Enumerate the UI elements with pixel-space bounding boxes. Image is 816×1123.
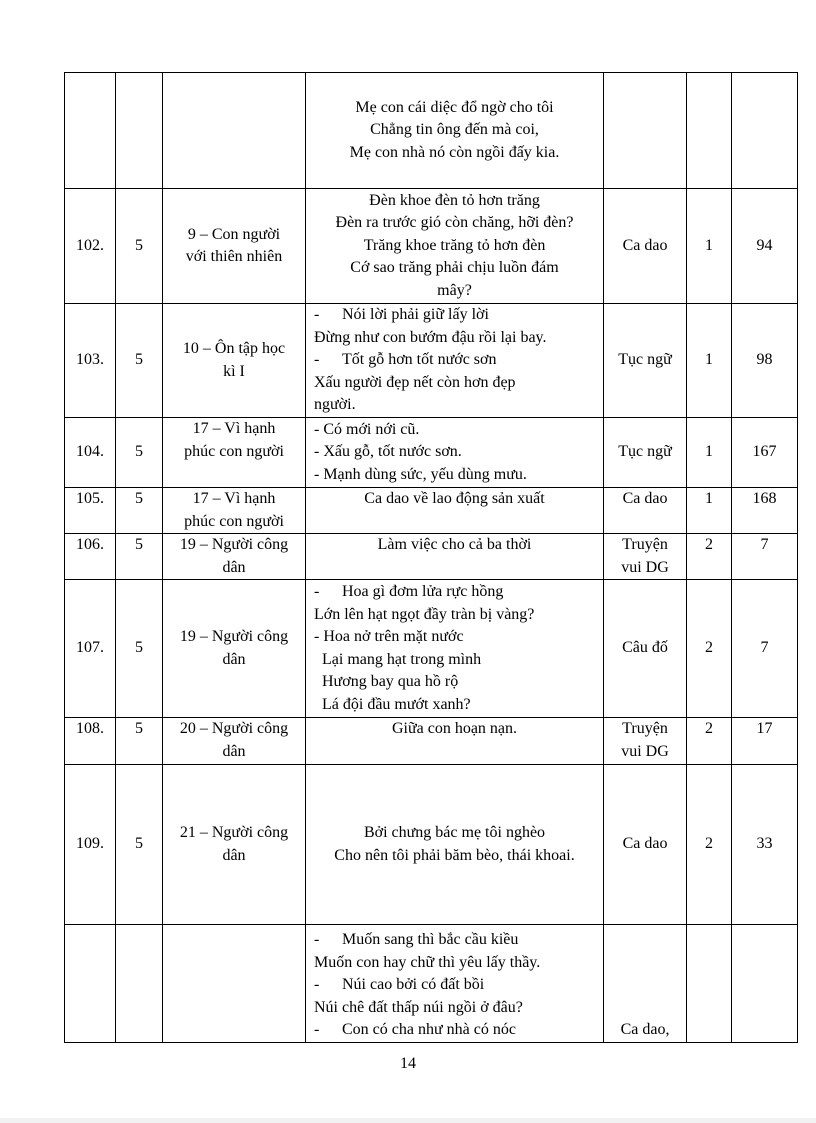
grade-cell: 5: [116, 488, 163, 534]
content-cell: [306, 718, 604, 765]
lesson-line: 9 – Con người: [187, 225, 281, 243]
term-cell: [687, 925, 732, 1043]
content-line: - Hoa gì đơm lửa rực hồng: [314, 583, 504, 600]
page-cell: 33: [732, 765, 798, 925]
lesson-line: 20 – Người công: [179, 720, 289, 737]
content-line: Xấu người đẹp nết còn hơn đẹp: [314, 373, 516, 391]
lesson-cell: [163, 765, 306, 925]
content-line: Hương bay qua hồ rộ: [322, 673, 459, 690]
lesson-line: 10 – Ôn tập học: [182, 340, 286, 357]
lesson-line: dân: [222, 846, 246, 864]
grade-cell: 5: [116, 534, 163, 580]
content-line: - Xấu gỗ, tốt nước sơn.: [314, 443, 462, 461]
content-line: Đừng như con bướm đậu rồi lại bay.: [314, 328, 547, 346]
content-line: Trăng khoe trăng tỏ hơn đèn: [363, 236, 546, 254]
table-row: [65, 925, 798, 1043]
content-line: Giữa con hoạn nạn.: [391, 720, 518, 737]
row-number: 103.: [65, 304, 116, 418]
genre-cell: Tục ngữ: [604, 304, 687, 418]
content-cell: [306, 189, 604, 304]
genre-cell: [604, 718, 687, 765]
content-cell: [306, 73, 604, 189]
lesson-cell: [163, 580, 306, 718]
page-cell: [732, 73, 798, 189]
content-cell: [306, 580, 604, 718]
genre-line: vui DG: [621, 558, 669, 576]
content-line: Đèn khoe đèn tỏ hơn trăng: [369, 191, 540, 209]
table-row: [65, 580, 798, 718]
lesson-line: phúc con người: [184, 512, 284, 530]
lesson-cell: [163, 534, 306, 580]
term-cell: 1: [687, 418, 732, 488]
genre-cell: Câu đố: [604, 580, 687, 718]
content-cell: [306, 304, 604, 418]
page-cell: 7: [732, 534, 798, 580]
row-number: 105.: [65, 488, 116, 534]
page-cell: 98: [732, 304, 798, 418]
page-cell: 94: [732, 189, 798, 304]
lesson-line: phúc con người: [184, 442, 284, 460]
genre-cell: Ca dao: [604, 488, 687, 534]
row-number: 104.: [65, 418, 116, 488]
table-row: [65, 304, 798, 418]
content-line: Lại mang hạt trong mình: [322, 650, 482, 668]
term-cell: 1: [687, 304, 732, 418]
content-line: Mẹ con nhà nó còn ngồi đấy kia.: [349, 143, 560, 161]
lesson-line: với thiên nhiên: [185, 248, 283, 265]
content-line: Đèn ra trước gió còn chăng, hỡi đèn?: [335, 214, 574, 232]
content-line: mây?: [437, 281, 472, 299]
term-cell: 2: [687, 580, 732, 718]
table-row: [65, 718, 798, 765]
lesson-cell: [163, 73, 306, 189]
content-line: Lá đội đầu mướt xanh?: [322, 695, 471, 713]
term-cell: [687, 73, 732, 189]
row-number: 106.: [65, 534, 116, 580]
grade-cell: 5: [116, 718, 163, 765]
genre-cell: Ca dao,: [604, 925, 687, 1043]
lesson-line: 19 – Người công: [179, 536, 289, 553]
page-cell: [732, 925, 798, 1043]
page-cell: 7: [732, 580, 798, 718]
lesson-cell: [163, 304, 306, 418]
term-cell: 2: [687, 534, 732, 580]
grade-cell: 5: [116, 189, 163, 304]
content-line: - Mạnh dùng sức, yếu dùng mưu.: [314, 465, 527, 483]
content-line: - Núi cao bởi có đất bồi: [314, 976, 485, 993]
content-line: Làm việc cho cả ba thời: [377, 536, 532, 553]
grade-cell: [116, 73, 163, 189]
row-number: 102.: [65, 189, 116, 304]
content-cell: [306, 765, 604, 925]
genre-cell: Ca dao: [604, 189, 687, 304]
term-cell: 1: [687, 189, 732, 304]
content-line: - Có mới nới cũ.: [314, 420, 420, 438]
page-cell: 168: [732, 488, 798, 534]
content-cell: [306, 418, 604, 488]
lesson-cell: [163, 925, 306, 1043]
row-number: 109.: [65, 765, 116, 925]
row-number: 107.: [65, 580, 116, 718]
page-cell: 17: [732, 718, 798, 765]
lesson-line: kì I: [223, 362, 245, 380]
table-row: [65, 418, 798, 488]
row-number: [65, 925, 116, 1043]
term-cell: 1: [687, 488, 732, 534]
row-number: [65, 73, 116, 189]
grade-cell: 5: [116, 418, 163, 488]
lesson-line: dân: [222, 742, 246, 760]
page-number: 14: [400, 1055, 416, 1072]
lesson-line: 21 – Người công: [179, 824, 289, 841]
row-number: 108.: [65, 718, 116, 765]
lesson-line: dân: [222, 558, 246, 576]
content-cell: [306, 925, 604, 1043]
lesson-line: dân: [222, 650, 246, 668]
term-cell: 2: [687, 718, 732, 765]
content-line: Cớ sao trăng phải chịu luồn đám: [350, 259, 559, 277]
content-line: Chẳng tin ông đến mà coi,: [370, 121, 539, 139]
grade-cell: 5: [116, 580, 163, 718]
table-row: [65, 534, 798, 580]
lesson-line: 17 – Vì hạnh: [192, 420, 276, 437]
lesson-cell: [163, 418, 306, 488]
content-line: - Nói lời phải giữ lấy lời: [314, 306, 489, 324]
genre-cell: [604, 73, 687, 189]
table-row: [65, 189, 798, 304]
genre-cell: Tục ngữ: [604, 418, 687, 488]
content-line: Núi chê đất thấp núi ngồi ở đâu?: [314, 998, 523, 1016]
grade-cell: [116, 925, 163, 1043]
page-bottom-strip: [0, 1118, 816, 1123]
table-row: [65, 488, 798, 534]
content-line: Muốn con hay chữ thì yêu lấy thầy.: [314, 953, 541, 971]
genre-line: Truyện: [622, 720, 668, 737]
content-line: - Hoa nở trên mặt nước: [314, 628, 464, 645]
content-line: - Muốn sang thì bắc cầu kiều: [314, 931, 519, 948]
grade-cell: 5: [116, 765, 163, 925]
grade-cell: 5: [116, 304, 163, 418]
lesson-line: 19 – Người công: [179, 628, 289, 645]
genre-cell: Ca dao: [604, 765, 687, 925]
page-cell: 167: [732, 418, 798, 488]
lesson-cell: [163, 718, 306, 765]
content-line: Mẹ con cái diệc đổ ngờ cho tôi: [355, 98, 554, 116]
content-cell: [306, 534, 604, 580]
content-line: - Tốt gỗ hơn tốt nước sơn: [314, 351, 497, 369]
content-cell: [306, 488, 604, 534]
lesson-cell: [163, 488, 306, 534]
literature-table: [64, 72, 798, 1043]
table-row: [65, 73, 798, 189]
table-row: [65, 765, 798, 925]
content-line: người.: [314, 396, 356, 414]
genre-line: vui DG: [621, 742, 669, 760]
term-cell: 2: [687, 765, 732, 925]
lesson-cell: [163, 189, 306, 304]
content-line: Lớn lên hạt ngọt đầy tràn bị vàng?: [314, 605, 535, 623]
content-line: - Con có cha như nhà có nóc: [314, 1021, 516, 1038]
content-line: Ca dao về lao động sản xuất: [364, 490, 545, 507]
genre-line: Truyện: [622, 536, 668, 553]
lesson-line: 17 – Vì hạnh: [192, 490, 276, 507]
content-line: Bởi chưng bác mẹ tôi nghèo: [363, 824, 546, 841]
genre-cell: [604, 534, 687, 580]
content-line: Cho nên tôi phải băm bèo, thái khoai.: [334, 846, 575, 864]
